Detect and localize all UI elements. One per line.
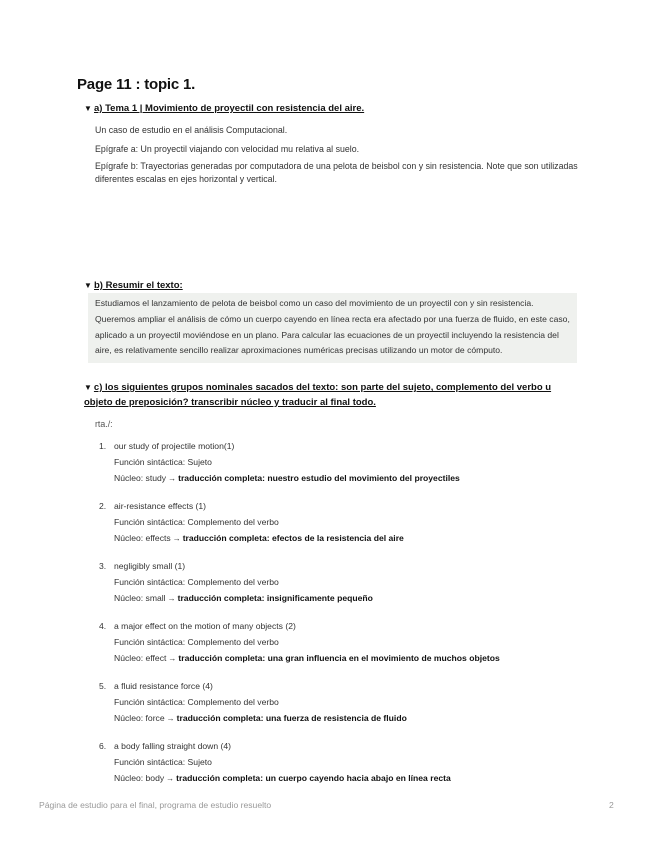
- item-nucleus-line: [114, 770, 599, 787]
- item-translation: traducción completa: nuestro estudio del movimiento del proyectiles: [178, 473, 460, 483]
- list-number: 1.: [99, 441, 107, 451]
- summary-block: Estudiamos el lanzamiento de pelota de beisbol como un caso del movimiento de un proyectil con y sin resistencia. Queremos ampliar el análisis de cómo un cuerpo cayendo en línea recta era afectado por una fuerza de fluido, en este caso, aplicado a un proyectil moviéndose en un plano. Para calcular las ecuaciones de un proyectil incluyendo la resistencia del aire, es relativamente sencillo realizar aproximaciones numéricas precisas utilizando un motor de cómputo.: [88, 293, 577, 363]
- item-function: Función sintáctica: Complemento del verbo: [114, 697, 279, 707]
- item-nucleus: Núcleo: body: [114, 773, 165, 783]
- list-item: [99, 738, 599, 787]
- answer-list: [99, 438, 599, 798]
- list-number: 5.: [99, 681, 107, 691]
- item-function: Función sintáctica: Sujeto: [114, 457, 212, 467]
- item-nucleus-line: [114, 590, 599, 607]
- item-phrase: a fluid resistance force (4): [114, 681, 213, 691]
- item-nucleus-line: [114, 650, 599, 667]
- list-item: [99, 438, 599, 487]
- triangle-down-icon[interactable]: ▼: [84, 104, 92, 113]
- item-nucleus: Núcleo: effects: [114, 533, 171, 543]
- section-a-title: a) Tema 1 | Movimiento de proyectil con resistencia del aire.: [94, 103, 365, 114]
- list-item: [99, 558, 599, 607]
- triangle-down-icon[interactable]: ▼: [84, 281, 92, 290]
- item-nucleus-line: [114, 530, 599, 547]
- item-phrase: air-resistance effects (1): [114, 501, 207, 511]
- list-item: [99, 678, 599, 727]
- item-phrase: negligibly small (1): [114, 561, 186, 571]
- list-item: [99, 618, 599, 667]
- item-nucleus-line: [114, 470, 599, 487]
- arrow-right-icon: →: [166, 774, 175, 783]
- list-number: 3.: [99, 561, 107, 571]
- section-a-epigraph-b: Epígrafe b: Trayectorias generadas por computadora de una pelota de beisbol con y sin resistencia. Note que son utilizadas diferentes escalas en ejes horizontal y vertical.: [95, 161, 578, 184]
- item-nucleus-line: [114, 710, 599, 727]
- list-number: 4.: [99, 621, 107, 631]
- list-item: [99, 498, 599, 547]
- toggle-section-b[interactable]: [84, 280, 183, 291]
- toggle-section-a[interactable]: [84, 103, 364, 114]
- item-nucleus: Núcleo: effect: [114, 653, 167, 663]
- arrow-right-icon: →: [168, 474, 177, 483]
- item-translation: traducción completa: efectos de la resistencia del aire: [182, 533, 404, 543]
- item-nucleus: Núcleo: force: [114, 713, 165, 723]
- list-number: 2.: [99, 501, 107, 511]
- page-title: Page 11 : topic 1.: [77, 76, 196, 93]
- toggle-section-c[interactable]: [84, 381, 564, 410]
- section-b-title: b) Resumir el texto:: [94, 280, 183, 291]
- item-nucleus: Núcleo: small: [114, 593, 166, 603]
- triangle-down-icon[interactable]: ▼: [84, 383, 92, 392]
- item-function: Función sintáctica: Complemento del verbo: [114, 517, 279, 527]
- item-translation: traducción completa: una fuerza de resistencia de fluido: [176, 713, 407, 723]
- answer-intro: rta./:: [95, 419, 113, 429]
- section-a-epigraph-a: Epígrafe a: Un proyectil viajando con velocidad mu relativa al suelo.: [95, 144, 360, 154]
- item-translation: traducción completa: insignificamente pequeño: [177, 593, 373, 603]
- section-a-intro: Un caso de estudio en el análisis Computacional.: [95, 125, 288, 135]
- item-phrase: a major effect on the motion of many objects (2): [114, 621, 296, 631]
- item-translation: traducción completa: una gran influencia en el movimiento de muchos objetos: [178, 653, 500, 663]
- arrow-right-icon: →: [166, 714, 175, 723]
- item-translation: traducción completa: un cuerpo cayendo hacia abajo en línea recta: [176, 773, 451, 783]
- item-nucleus: Núcleo: study: [114, 473, 167, 483]
- page-number: 2: [609, 800, 614, 810]
- item-function: Función sintáctica: Complemento del verbo: [114, 577, 279, 587]
- arrow-right-icon: →: [172, 534, 181, 543]
- item-phrase: a body falling straight down (4): [114, 741, 232, 751]
- arrow-right-icon: →: [167, 594, 176, 603]
- item-function: Función sintáctica: Complemento del verbo: [114, 637, 279, 647]
- item-phrase: our study of projectile motion(1): [114, 441, 235, 451]
- list-number: 6.: [99, 741, 107, 751]
- arrow-right-icon: →: [168, 654, 177, 663]
- footer-label: Página de estudio para el final, programa de estudio resuelto: [39, 800, 272, 810]
- section-c-title: c) los siguientes grupos nominales sacados del texto: son parte del sujeto, complemento del verbo u objeto de preposición? transcribir núcleo y traducir al final todo.: [84, 382, 552, 408]
- item-function: Función sintáctica: Sujeto: [114, 757, 212, 767]
